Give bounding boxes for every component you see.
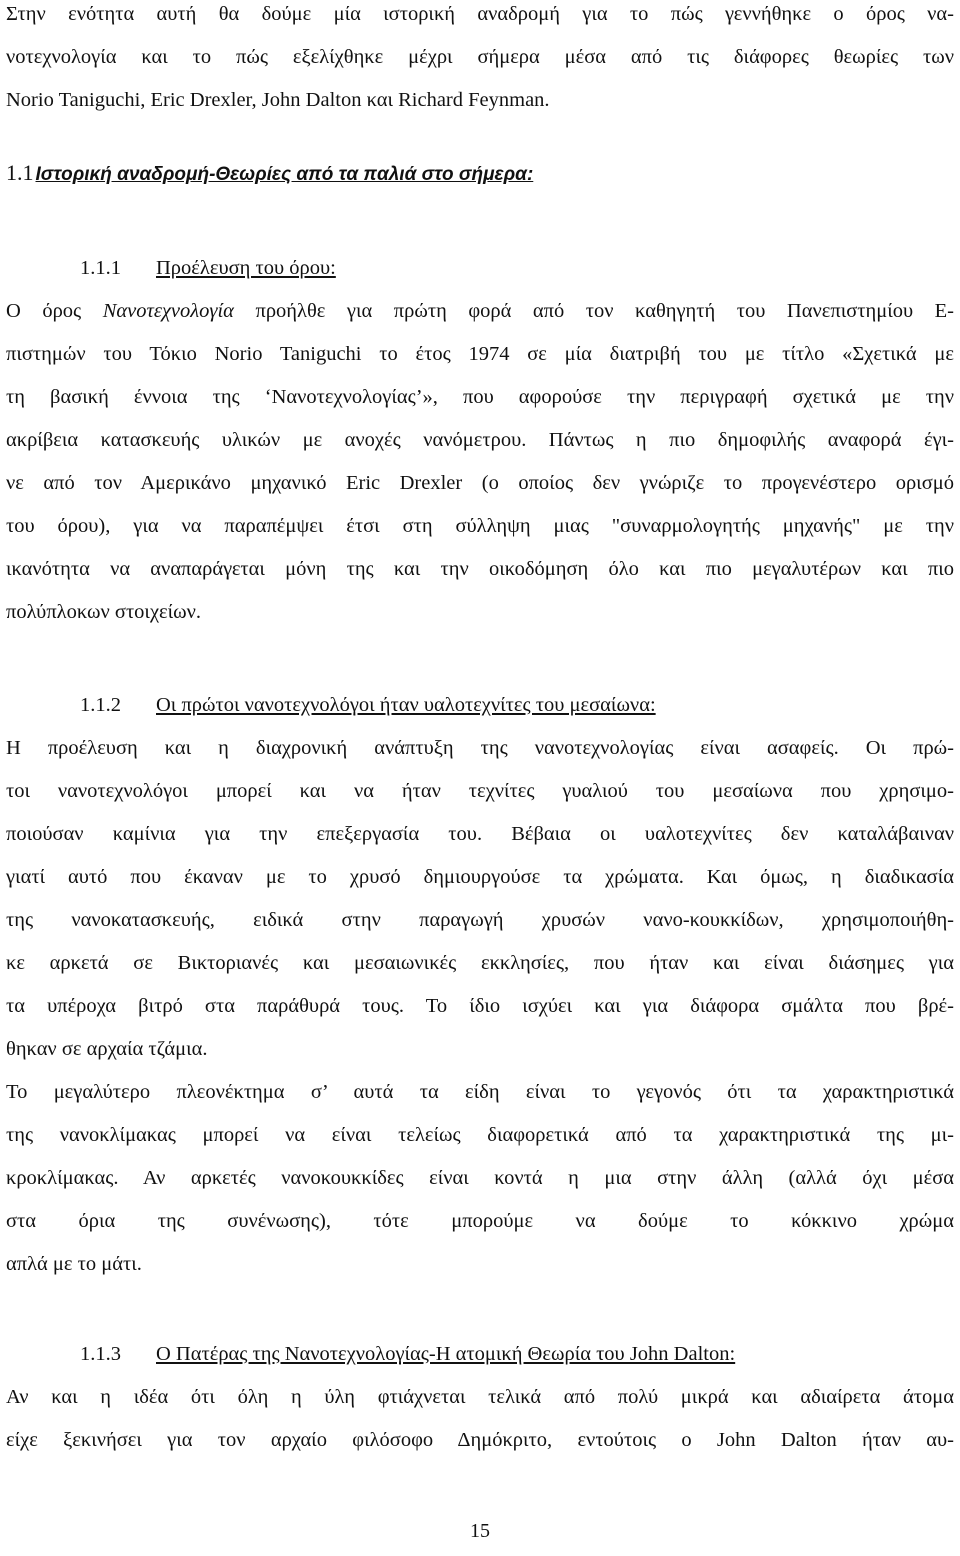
sub1-line-2: πιστημών του Τόκιο Norio Taniguchi το έτος 1974 σε μία διατριβή του με τίτλο «Σχετικά με	[6, 343, 954, 365]
sub1-line-7: ικανότητα να αναπαράγεται μόνη της και την οικοδόμηση όλο και πιο μεγαλυτέρων και πιο	[6, 558, 954, 580]
section-number: 1.1	[6, 160, 34, 185]
sub2-para2-line-5: απλά με το μάτι.	[6, 1253, 142, 1275]
subsection-title: Προέλευση του όρου:	[156, 257, 336, 279]
sub1-line-3: τη βασική έννοια της ‘Νανοτεχνολογίας’», που αφορούσε την περιγραφή σχετικά με την	[6, 386, 954, 408]
subsection-heading-3	[80, 1340, 735, 1368]
sub2-para2-line-1: Το μεγαλύτερο πλεονέκτημα σ’ αυτά τα είδη είναι το γεγονός ότι τα χαρακτηριστικά	[6, 1081, 954, 1103]
sub2-para2-line-3: κροκλίμακας. Αν αρκετές νανοκουκκίδες είναι κοντά η μια στην άλλη (αλλά όχι μέσα	[6, 1167, 954, 1189]
subsection-title: Οι πρώτοι νανοτεχνολόγοι ήταν υαλοτεχνίτες του μεσαίωνα:	[156, 694, 656, 716]
intro-line-2: νοτεχνολογία και το πώς εξελίχθηκε μέχρι σήμερα μέσα από τις διάφορες θεωρίες των	[6, 46, 954, 68]
sub1-line-8: πολύπλοκων στοιχείων.	[6, 601, 202, 623]
subsection-heading-1	[80, 254, 336, 282]
sub2-line-7: τα υπέροχα βιτρό στα παράθυρά τους. Το ίδιο ισχύει και για διάφορα σμάλτα που βρέ-	[6, 995, 954, 1017]
sub2-line-5: της νανοκατασκευής, ειδικά στην παραγωγή χρυσών νανο-κουκκίδων, χρησιμοποιήθη-	[6, 909, 954, 931]
section-heading	[6, 160, 533, 186]
sub1-line-1	[6, 297, 954, 325]
subsection-title: Ο Πατέρας της Νανοτεχνολογίας-Η ατομική Θεωρία του John Dalton:	[156, 1343, 736, 1365]
sub2-para2-line-2: της νανοκλίμακας μπορεί να είναι τελείως διαφορετικά από τα χαρακτηριστικά της μι-	[6, 1124, 954, 1146]
text-run: προήλθε για πρώτη φορά από τον καθηγητή του Πανεπιστημίου Ε-	[233, 300, 954, 322]
sub1-line-5: νε από τον Αμερικάνο μηχανικό Eric Drexler (ο οποίος δεν γνώριζε το προγενέστερο ορισμό	[6, 472, 954, 494]
sub2-line-2: τοι νανοτεχνολόγοι μπορεί και να ήταν τεχνίτες γυαλιού του μεσαίωνα που χρησιμο-	[6, 780, 954, 802]
italic-term: Νανοτεχνολογία	[102, 300, 234, 322]
subsection-heading-2	[80, 691, 656, 719]
sub2-line-8: θηκαν σε αρχαία τζάμια.	[6, 1038, 208, 1060]
sub2-line-6: κε αρκετά σε Βικτοριανές και μεσαιωνικές εκκλησίες, που ήταν και είναι διάσημες για	[6, 952, 954, 974]
page-number: 15	[470, 1520, 490, 1542]
sub2-line-4: γιατί αυτό που έκαναν με το χρυσό δημιουργούσε τα χρώματα. Και όμως, η διαδικασία	[6, 866, 954, 888]
intro-line-1: Στην ενότητα αυτή θα δούμε μία ιστορική αναδρομή για το πώς γεννήθηκε ο όρος να-	[6, 3, 954, 25]
subsection-number: 1.1.1	[80, 257, 121, 279]
text-run: Ο όρος	[6, 300, 103, 322]
subsection-number: 1.1.3	[80, 1343, 121, 1365]
subsection-number: 1.1.2	[80, 694, 121, 716]
sub2-line-3: ποιούσαν καμίνια για την επεξεργασία του. Βέβαια οι υαλοτεχνίτες δεν καταλάβαιναν	[6, 823, 954, 845]
intro-line-3: Norio Taniguchi, Eric Drexler, John Dalton και Richard Feynman.	[6, 89, 550, 111]
sub3-line-1: Αν και η ιδέα ότι όλη η ύλη φτιάχνεται τελικά από πολύ μικρά και αδιαίρετα άτομα	[6, 1386, 954, 1408]
sub1-line-4: ακρίβεια κατασκευής υλικών με ανοχές νανόμετρου. Πάντως η πιο δημοφιλής αναφορά έγι-	[6, 429, 954, 451]
sub2-line-1: Η προέλευση και η διαχρονική ανάπτυξη της νανοτεχνολογίας είναι ασαφείς. Οι πρώ-	[6, 737, 954, 759]
section-title: Ιστορική αναδρομή-Θεωρίες από τα παλιά στο σήμερα:	[35, 164, 534, 185]
sub3-line-2: είχε ξεκινήσει για τον αρχαίο φιλόσοφο Δημόκριτο, εντούτοις ο John Dalton ήταν αυ-	[6, 1429, 954, 1451]
sub1-line-6: του όρου), για να παραπέμψει έτσι στη σύλληψη μιας "συναρμολογητής μηχανής" με την	[6, 515, 954, 537]
sub2-para2-line-4: στα όρια της συνένωσης), τότε μπορούμε να δούμε το κόκκινο χρώμα	[6, 1210, 954, 1232]
